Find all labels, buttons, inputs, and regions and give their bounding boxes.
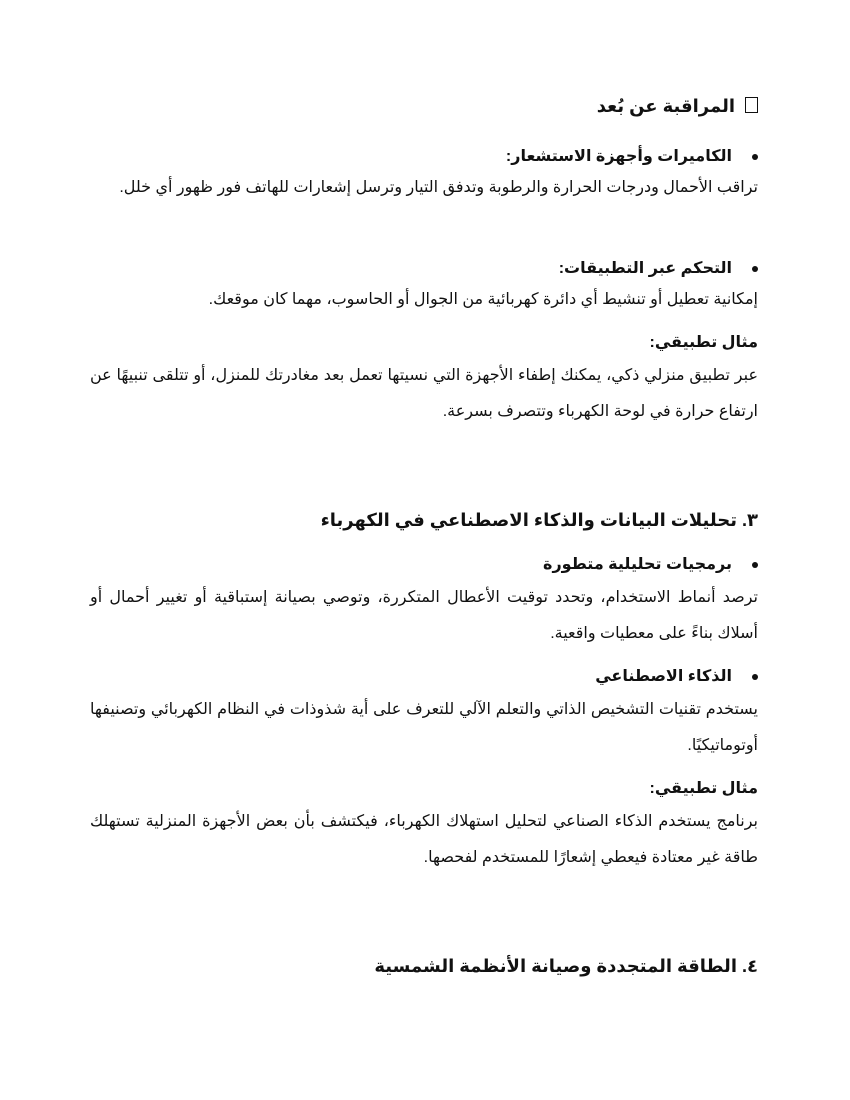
example-paragraph: برنامج يستخدم الذكاء الصناعي لتحليل استهلاك الكهرباء، فيكتشف بأن بعض الأجهزة المنزلية تستهلك طاقة غير معتادة فيعطي إشعارًا للمستخدم لفحصها. [90, 813, 758, 866]
section-4-title: ٤. الطاقة المتجددة وصيانة الأنظمة الشمسية [374, 956, 758, 976]
section-remote-heading [90, 94, 758, 118]
section-3-title: ٣. تحليلات البيانات والذكاء الاصطناعي في الكهرباء [320, 510, 758, 530]
bullet-paragraph: تراقب الأحمال ودرجات الحرارة والرطوبة وتدفق التيار وترسل إشعارات للهاتف فور ظهور أي خلل. [119, 179, 758, 196]
bullet-dot-icon [752, 154, 758, 160]
bullet-item [90, 554, 758, 576]
bullet-paragraph: يستخدم تقنيات التشخيص الذاتي والتعلم الآلي للتعرف على أية شذوذات في النظام الكهربائي وتصنيفها أوتوماتيكيًا. [90, 701, 758, 754]
example-label: مثال تطبيقي: [649, 780, 758, 797]
bullet-heading: برمجيات تحليلية متطورة [543, 556, 732, 573]
bullet-heading: الذكاء الاصطناعي [595, 668, 732, 685]
bullet-heading: الكاميرات وأجهزة الاستشعار: [505, 148, 732, 165]
section-remote-title: المراقبة عن بُعد [596, 96, 735, 116]
bullet-paragraph: إمكانية تعطيل أو تنشيط أي دائرة كهربائية من الجوال أو الحاسوب، مهما كان موقعك. [208, 291, 758, 308]
bullet-item [90, 258, 758, 280]
example-label: مثال تطبيقي: [649, 334, 758, 351]
bullet-paragraph: ترصد أنماط الاستخدام، وتحدد توقيت الأعطال المتكررة، وتوصي بصيانة إستباقية أو تغيير أحمال أو أسلاك بناءً على معطيات واقعية. [90, 589, 759, 642]
bullet-dot-icon [752, 266, 758, 272]
bullet-dot-icon [752, 562, 758, 568]
checkbox-glyph-icon [745, 97, 758, 113]
bullet-item [90, 666, 758, 688]
example-paragraph: عبر تطبيق منزلي ذكي، يمكنك إطفاء الأجهزة التي نسيتها تعمل بعد مغادرتك للمنزل، أو تتلقى تنبيهًا عن ارتفاع حرارة في لوحة الكهرباء وتتصرف بسرعة. [90, 367, 758, 420]
bullet-heading: التحكم عبر التطبيقات: [558, 260, 732, 277]
bullet-item [90, 146, 758, 168]
bullet-dot-icon [752, 674, 758, 680]
